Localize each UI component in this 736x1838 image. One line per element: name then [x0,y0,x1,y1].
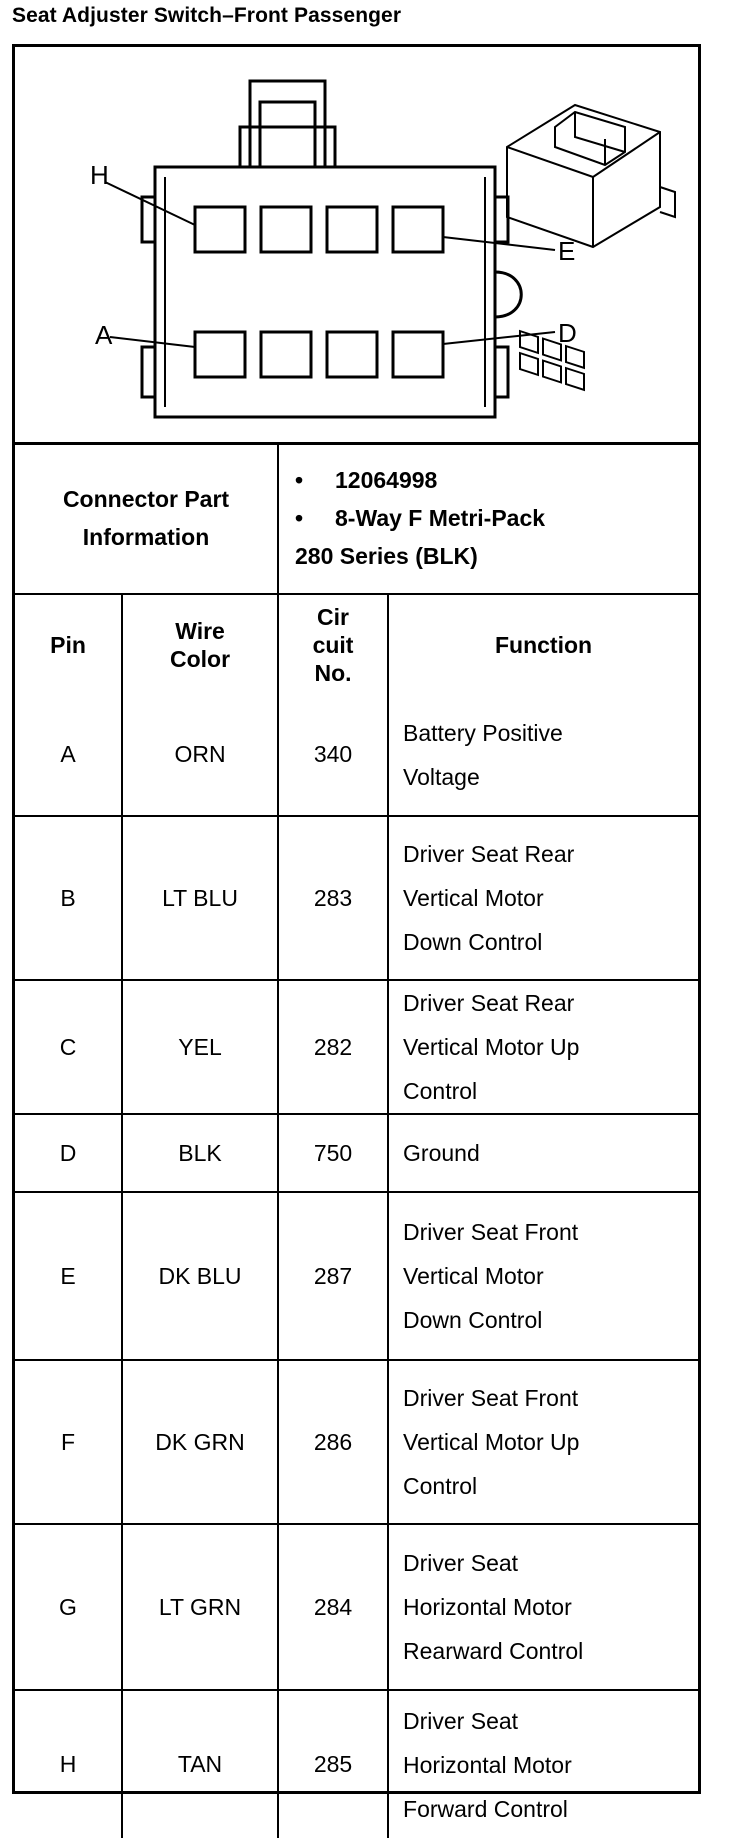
connector-face-drawing [15,47,698,442]
wire-color-cell: DK GRN [122,1360,278,1524]
table-row [15,816,698,980]
header-function: Function [388,594,698,694]
table-row [15,1192,698,1360]
function-line: Driver Seat [403,1707,519,1734]
header-row [15,594,698,694]
pin-cell: E [15,1192,122,1360]
function-line: Driver Seat Rear [403,841,575,867]
connector-sheet [12,44,701,1822]
function-line: Vertical Motor Up [403,1429,580,1455]
header-pin: Pin [15,594,122,694]
function-line: Horizontal Motor [403,1594,572,1620]
callout-d: D [558,318,577,348]
function-cell [388,694,698,816]
function-line: Vertical Motor [403,1263,544,1289]
connector-info-row [15,442,698,594]
circuit-cell: 283 [278,816,388,980]
wire-color-cell: BLK [122,1114,278,1192]
circuit-cell: 287 [278,1192,388,1360]
pin-cell: H [15,1690,122,1838]
function-line: Voltage [403,763,480,790]
header-circuit-no: Cir cuit No. [278,594,388,694]
connector-info-values: • 12064998 • 8-Way F Metri-Pack 280 Series (BLK) [278,442,698,594]
pin-cell: G [15,1524,122,1690]
pin-rows [15,694,698,1838]
callout-h: H [90,160,109,190]
table-row [15,694,698,816]
callout-a: A [95,320,113,350]
function-line: Driver Seat Front [403,1385,579,1411]
function-cell [388,1524,698,1690]
function-line: Driver Seat Rear [403,990,575,1016]
function-cell [388,1690,698,1838]
table-row [15,1690,698,1838]
circuit-cell: 750 [278,1114,388,1192]
function-line: Ground [403,1140,480,1166]
function-line: Down Control [403,1307,543,1333]
function-cell [388,980,698,1114]
connector-diagram [15,47,698,445]
pin-cell: A [15,694,122,816]
function-cell [388,1192,698,1360]
pin-cell: B [15,816,122,980]
pin-cell: C [15,980,122,1114]
connector-info-label: Connector Part Information [15,442,278,594]
table-row [15,980,698,1114]
circuit-cell: 286 [278,1360,388,1524]
page-title: Seat Adjuster Switch–Front Passenger [12,4,402,27]
circuit-cell: 285 [278,1690,388,1838]
pin-cell: F [15,1360,122,1524]
function-line: Driver Seat Front [403,1219,579,1245]
wire-color-cell: LT GRN [122,1524,278,1690]
part-number: 12064998 [335,466,438,493]
function-line: Control [403,1078,478,1104]
function-line: Forward Control [403,1795,568,1822]
pinout-table [15,442,698,1838]
function-line: Vertical Motor [403,885,544,911]
function-line: Battery Positive [403,719,563,746]
wire-color-cell: TAN [122,1690,278,1838]
callout-e: E [558,236,576,266]
connector-type: 8-Way F Metri-Pack [335,504,546,531]
function-cell [388,816,698,980]
function-cell [388,1114,698,1192]
table-row [15,1360,698,1524]
table-row [15,1114,698,1192]
leader-line-e [443,237,555,250]
circuit-cell: 340 [278,694,388,816]
circuit-cell: 282 [278,980,388,1114]
circuit-cell: 284 [278,1524,388,1690]
table-row [15,1524,698,1690]
wire-color-cell: LT BLU [122,816,278,980]
function-line: Horizontal Motor [403,1751,572,1778]
wire-color-cell: DK BLU [122,1192,278,1360]
function-cell [388,1360,698,1524]
leader-line-h [105,182,195,225]
header-wire-color: Wire Color [122,594,278,694]
wire-color-cell: YEL [122,980,278,1114]
function-line: Down Control [403,929,543,955]
function-line: Vertical Motor Up [403,1034,580,1060]
function-line: Control [403,1473,478,1499]
wire-color-cell: ORN [122,694,278,816]
pin-cell: D [15,1114,122,1192]
function-line: Driver Seat [403,1550,519,1576]
connector-series: 280 Series (BLK) [295,542,478,569]
function-line: Rearward Control [403,1638,584,1664]
